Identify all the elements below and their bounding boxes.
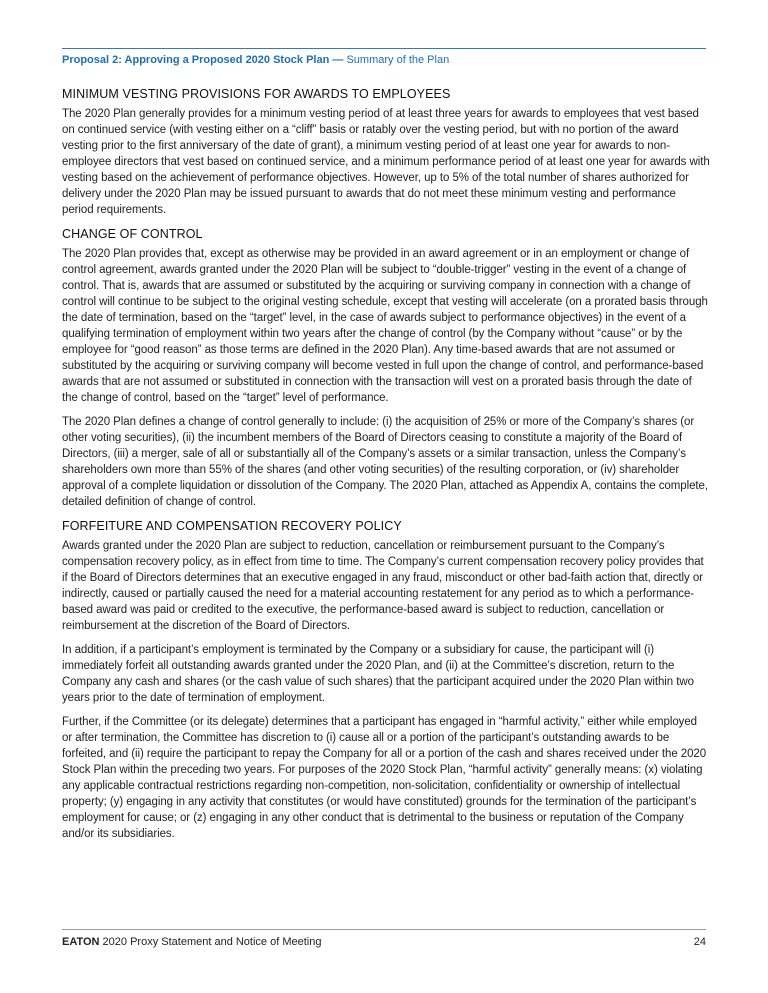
section-title: Summary of the Plan	[346, 54, 450, 66]
paragraph: Awards granted under the 2020 Plan are subject to reduction, cancellation or reimbursement pursuant to the Company’s compensation recovery policy, as in effect from time to time. The Company’s current compensation recovery policy provides that if the Board of Directors determines that an executive engaged in any fraud, misconduct or other bad-faith action that, directly or indirectly, caused or partially caused the need for a material accounting restatement for any period as to which a performance-based award was paid or credited to the executive, the performance-based award is subject to reduction, cancellation or reimbursement at the discretion of the Board of Directors.	[62, 540, 704, 632]
section-minimum-vesting	[62, 86, 710, 218]
proposal-title: Proposal 2: Approving a Proposed 2020 Stock Plan	[62, 54, 330, 66]
paragraph: The 2020 Plan provides that, except as otherwise may be provided in an award agreement or in an employment or change of control agreement, awards granted under the 2020 Plan will be subject to “double-trigger” vesting in the event of a change of control. That is, awards that are assumed or substituted by the acquiring or surviving company in connection with a change of control will continue to be subject to the original vesting schedule, except that vesting will accelerate (on a prorated basis through the date of termination, based on the “target” level, in the case of awards subject to performance objectives) in the event of a qualifying termination of employment within two years after the change of control (by the Company without “cause” or by the employee for “good reason” as those terms are defined in the 2020 Plan). Any time-based awards that are not assumed or substituted by the acquiring or surviving company will become vested in full upon the change of control, and performance-based awards that are not assumed or substituted in connection with the transaction will vest on a prorated basis through the date of the change of control, based on the “target” level of performance.	[62, 248, 708, 404]
paragraph: The 2020 Plan defines a change of control generally to include: (i) the acquisition of 25% or more of the Company’s shares (or other voting securities), (ii) the incumbent members of the Board of Directors ceasing to constitute a majority of the Board of Directors, (iii) a merger, sale of all or substantially all of the Company’s assets or a similar transaction, unless the Company’s shareholders own more than 55% of the shares (and other voting securities) of the resulting corporation, or (iv) shareholder approval of a complete liquidation or dissolution of the Company. The 2020 Plan, attached as Appendix A, contains the complete, detailed definition of change of control.	[62, 416, 708, 508]
brand-name: EATON	[62, 936, 100, 948]
section-heading: FORFEITURE AND COMPENSATION RECOVERY POLICY	[62, 519, 402, 533]
section-heading: MINIMUM VESTING PROVISIONS FOR AWARDS TO EMPLOYEES	[62, 87, 451, 101]
section-forfeiture-recovery	[62, 518, 710, 842]
document-title: 2020 Proxy Statement and Notice of Meeting	[99, 936, 322, 948]
paragraph: Further, if the Committee (or its delegate) determines that a participant has engaged in “harmful activity,” either while employed or after termination, the Committee has discretion to (i) cause all or a portion of the participant’s outstanding awards to be forfeited, and (ii) require the participant to repay the Company for all or a portion of the cash and shares received under the 2020 Stock Plan within the preceding two years. For purposes of the 2020 Stock Plan, “harmful activity” generally means: (x) violating any applicable contractual restrictions regarding non-competition, non-solicitation, confidentiality or ownership of intellectual property; (y) engaging in any activity that constitutes (or would have constituted) grounds for the termination of the participant’s employment for cause; or (z) engaging in any other conduct that is detrimental to the business or reputation of the Company and/or its subsidiaries.	[62, 716, 707, 840]
page-footer	[62, 935, 706, 949]
header-separator: —	[329, 54, 347, 66]
section-change-of-control	[62, 226, 710, 510]
header-rule	[62, 48, 706, 49]
footer-rule	[62, 929, 706, 930]
paragraph: In addition, if a participant’s employment is terminated by the Company or a subsidiary for cause, the participant will (i) immediately forfeit all outstanding awards granted under the 2020 Plan, and (ii) at the Committee’s discretion, return to the Company any cash and shares (or the cash value of such shares) that the participant acquired under the 2020 Plan within two years prior to the date of termination of employment.	[62, 644, 694, 704]
paragraph: The 2020 Plan generally provides for a minimum vesting period of at least three years for awards to employees that vest based on continued service (with vesting either on a “cliff” basis or ratably over the vesting period, but with no portion of the award vesting prior to the first anniversary of the date of grant), a minimum vesting period of at least one year for awards to non-employee directors that vest based on continued service, and a minimum performance period of at least one year for awards with vesting based on the achievement of performance objectives. However, up to 5% of the total number of shares authorized for delivery under the 2020 Plan may be issued pursuant to awards that do not meet these minimum vesting and performance period requirements.	[62, 108, 710, 216]
page-content	[62, 86, 710, 842]
page-number: 24	[693, 936, 706, 948]
running-header	[62, 53, 706, 67]
section-heading: CHANGE OF CONTROL	[62, 227, 203, 241]
